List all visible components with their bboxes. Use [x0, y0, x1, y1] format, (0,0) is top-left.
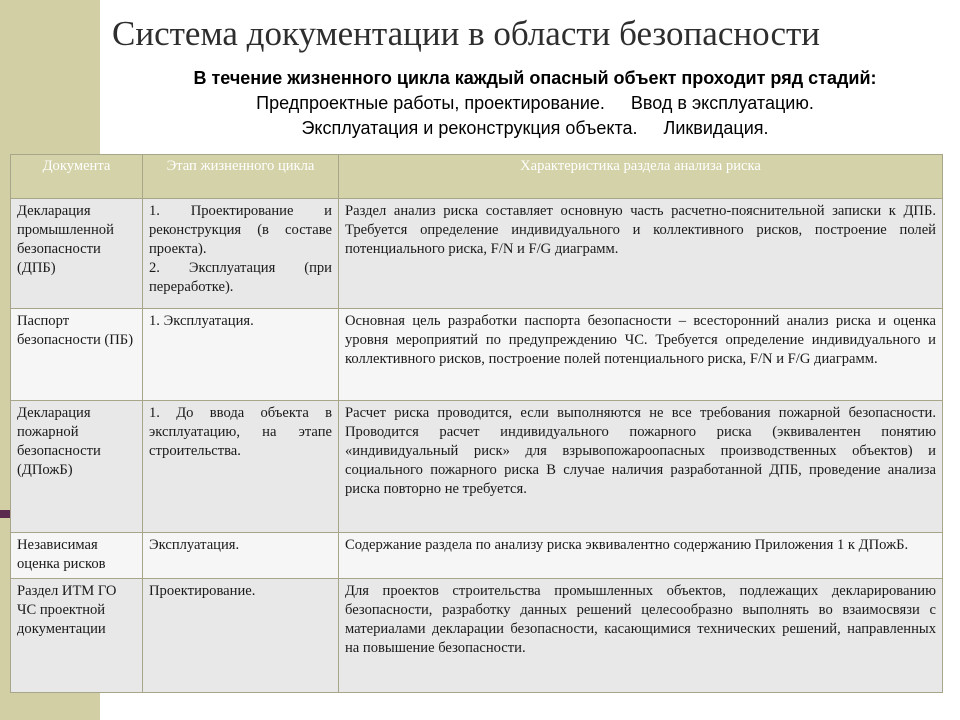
cell-description	[339, 309, 943, 401]
cell-document	[11, 533, 143, 579]
cell-stage	[143, 309, 339, 401]
cell-document-text: Декларация пожарной безопасности (ДПожБ)	[17, 405, 101, 478]
stage-design: Предпроектные работы, проектирование.	[256, 93, 605, 113]
lifecycle-intro-text: В течение жизненного цикла каждый опасный объект проходит ряд стадий:	[193, 68, 877, 88]
cell-document	[11, 401, 143, 533]
stage-operation: Эксплуатация и реконструкция объекта.	[301, 118, 638, 138]
cell-description	[339, 533, 943, 579]
cell-document-text: Декларация промышленной безопасности (ДПБ)	[17, 203, 114, 276]
cell-document	[11, 579, 143, 693]
cell-document	[11, 309, 143, 401]
decorative-accent-mark	[0, 510, 10, 518]
cell-description-text: Основная цель разработки паспорта безопасности – всесторонний анализ риска и оценка уровня мероприятий по предупреждению ЧС. Требуется определение индивидуального и коллективного рисков, построение полей потенциального риска, F/N и F/G диаграмм.	[345, 313, 936, 367]
header-document: Документа	[11, 155, 143, 199]
lifecycle-intro	[110, 68, 960, 89]
header-risk-analysis: Характеристика раздела анализа риска	[339, 155, 943, 199]
cell-description	[339, 579, 943, 693]
cell-description-text: Расчет риска проводится, если выполняются не все требования пожарной безопасности. Проводится расчет индивидуального пожарного риска (эквивалентен понятию «индивидуальный риск» для взрывопожароопасных производственных объектов) и социального пожарного риска В случае наличия разработанной ДПБ, проведение анализа риска повторно не требуется.	[345, 405, 936, 497]
header-lifecycle-stage: Этап жизненного цикла	[143, 155, 339, 199]
table-header-row	[11, 155, 943, 199]
cell-description-text: Содержание раздела по анализу риска эквивалентно содержанию Приложения 1 к ДПожБ.	[345, 537, 909, 553]
cell-stage	[143, 533, 339, 579]
lifecycle-stages-line-1	[110, 93, 960, 114]
cell-document	[11, 199, 143, 309]
cell-description-text: Для проектов строительства промышленных объектов, подлежащих декларированию безопасности, разработку данных решений целесообразно выполнять во взаимосвязи с материалами декларации безопасности, касающимися технических решений, направленных на повышение безопасности.	[345, 583, 936, 656]
cell-stage-text: 1. Проектирование и реконструкция (в составе проекта). 2. Эксплуатация (при переработке).	[149, 203, 332, 295]
cell-document-text: Паспорт безопасности (ПБ)	[17, 313, 134, 348]
table-row	[11, 309, 943, 401]
table-row	[11, 533, 943, 579]
cell-document-text: Независимая оценка рисков	[17, 537, 106, 572]
cell-stage	[143, 401, 339, 533]
table-row	[11, 199, 943, 309]
stage-liquidation: Ликвидация.	[663, 118, 769, 138]
table-row	[11, 401, 943, 533]
cell-document-text: Раздел ИТМ ГО ЧС проектной документации	[17, 583, 117, 637]
cell-stage-text: Проектирование.	[149, 583, 256, 599]
cell-stage-text: 1. Эксплуатация.	[149, 313, 254, 329]
slide-title: Система документации в области безопасности	[112, 14, 821, 53]
lifecycle-stages-line-2	[110, 118, 960, 139]
documentation-table	[10, 154, 943, 693]
cell-stage	[143, 199, 339, 309]
cell-description	[339, 199, 943, 309]
cell-stage	[143, 579, 339, 693]
cell-description	[339, 401, 943, 533]
cell-description-text: Раздел анализ риска составляет основную часть расчетно-пояснительной записки к ДПБ. Требуется определение индивидуального и коллективного рисков, построение полей потенциального риска, F/N и F/G диаграмм.	[345, 203, 936, 257]
table-row	[11, 579, 943, 693]
stage-commissioning: Ввод в эксплуатацию.	[630, 93, 814, 113]
cell-stage-text: Эксплуатация.	[149, 537, 240, 553]
cell-stage-text: 1. До ввода объекта в эксплуатацию, на этапе строительства.	[149, 405, 332, 459]
